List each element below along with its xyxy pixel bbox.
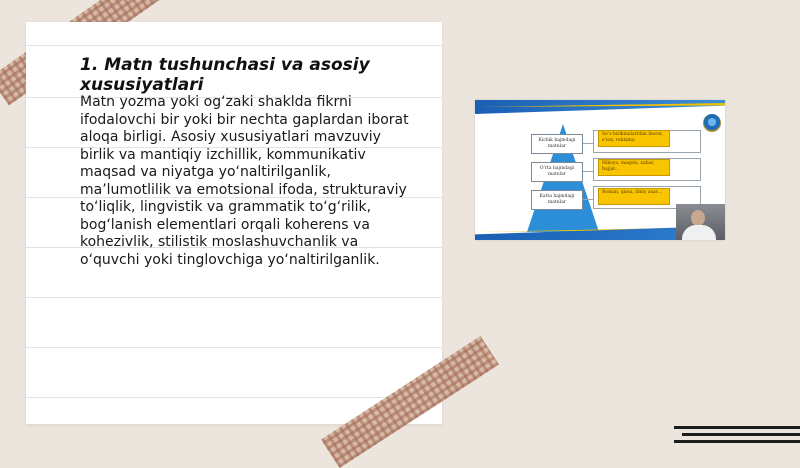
slide-title: 1. Matn tushunchasi va asosiy xususiyatlari — [80, 55, 370, 95]
presenter-head — [691, 210, 705, 226]
slide-body-text: Matn yozma yoki og‘zaki shaklda fikrni ifodalovchi bir yoki bir nechta gaplardan iborat aloqa birligi. Asosiy xususiyatlari mavzuviy birlik va mantiqiy izchillik, kommunikativ maqsad va niyatga yo‘naltirilganlik, ma’lumotlilik va emotsional ifoda, strukturaviy to‘liqlik, lingvistik va grammatik to‘g‘rilik, bog‘lanish elementlari orqali koherens va kohezivlik, stilistik moslashuvchanlik va o‘quvchi yoki tinglovchiga yo‘naltirilganlik. — [80, 94, 409, 268]
connector-line — [583, 199, 593, 200]
pyramid-level-label: Kichik hajmdagi matnlar — [531, 134, 583, 154]
pyramid-level-note: Roman, qissa, ilmiy asar… — [598, 188, 670, 205]
decorative-lines — [674, 424, 800, 444]
university-emblem-icon — [703, 114, 721, 132]
decorative-line — [674, 426, 800, 429]
decorative-line — [674, 440, 800, 443]
pyramid-level-note: So‘z birikmalaridan iborat, e’lon, reklama — [598, 130, 670, 147]
presenter-webcam-thumbnail — [676, 204, 725, 240]
presenter-shoulders — [682, 225, 716, 240]
slide-top-wave — [475, 100, 725, 114]
embedded-slide-image — [475, 100, 725, 240]
connector-line — [583, 171, 593, 172]
pyramid-level-label: O‘rta hajmdagi matnlar — [531, 162, 583, 182]
pyramid-level-note: Hikoya, maqola, xabar, hujjat… — [598, 159, 670, 176]
pyramid-level-label: Katta hajmdagi matnlar — [531, 190, 583, 210]
decorative-line — [682, 433, 800, 436]
connector-line — [583, 143, 593, 144]
